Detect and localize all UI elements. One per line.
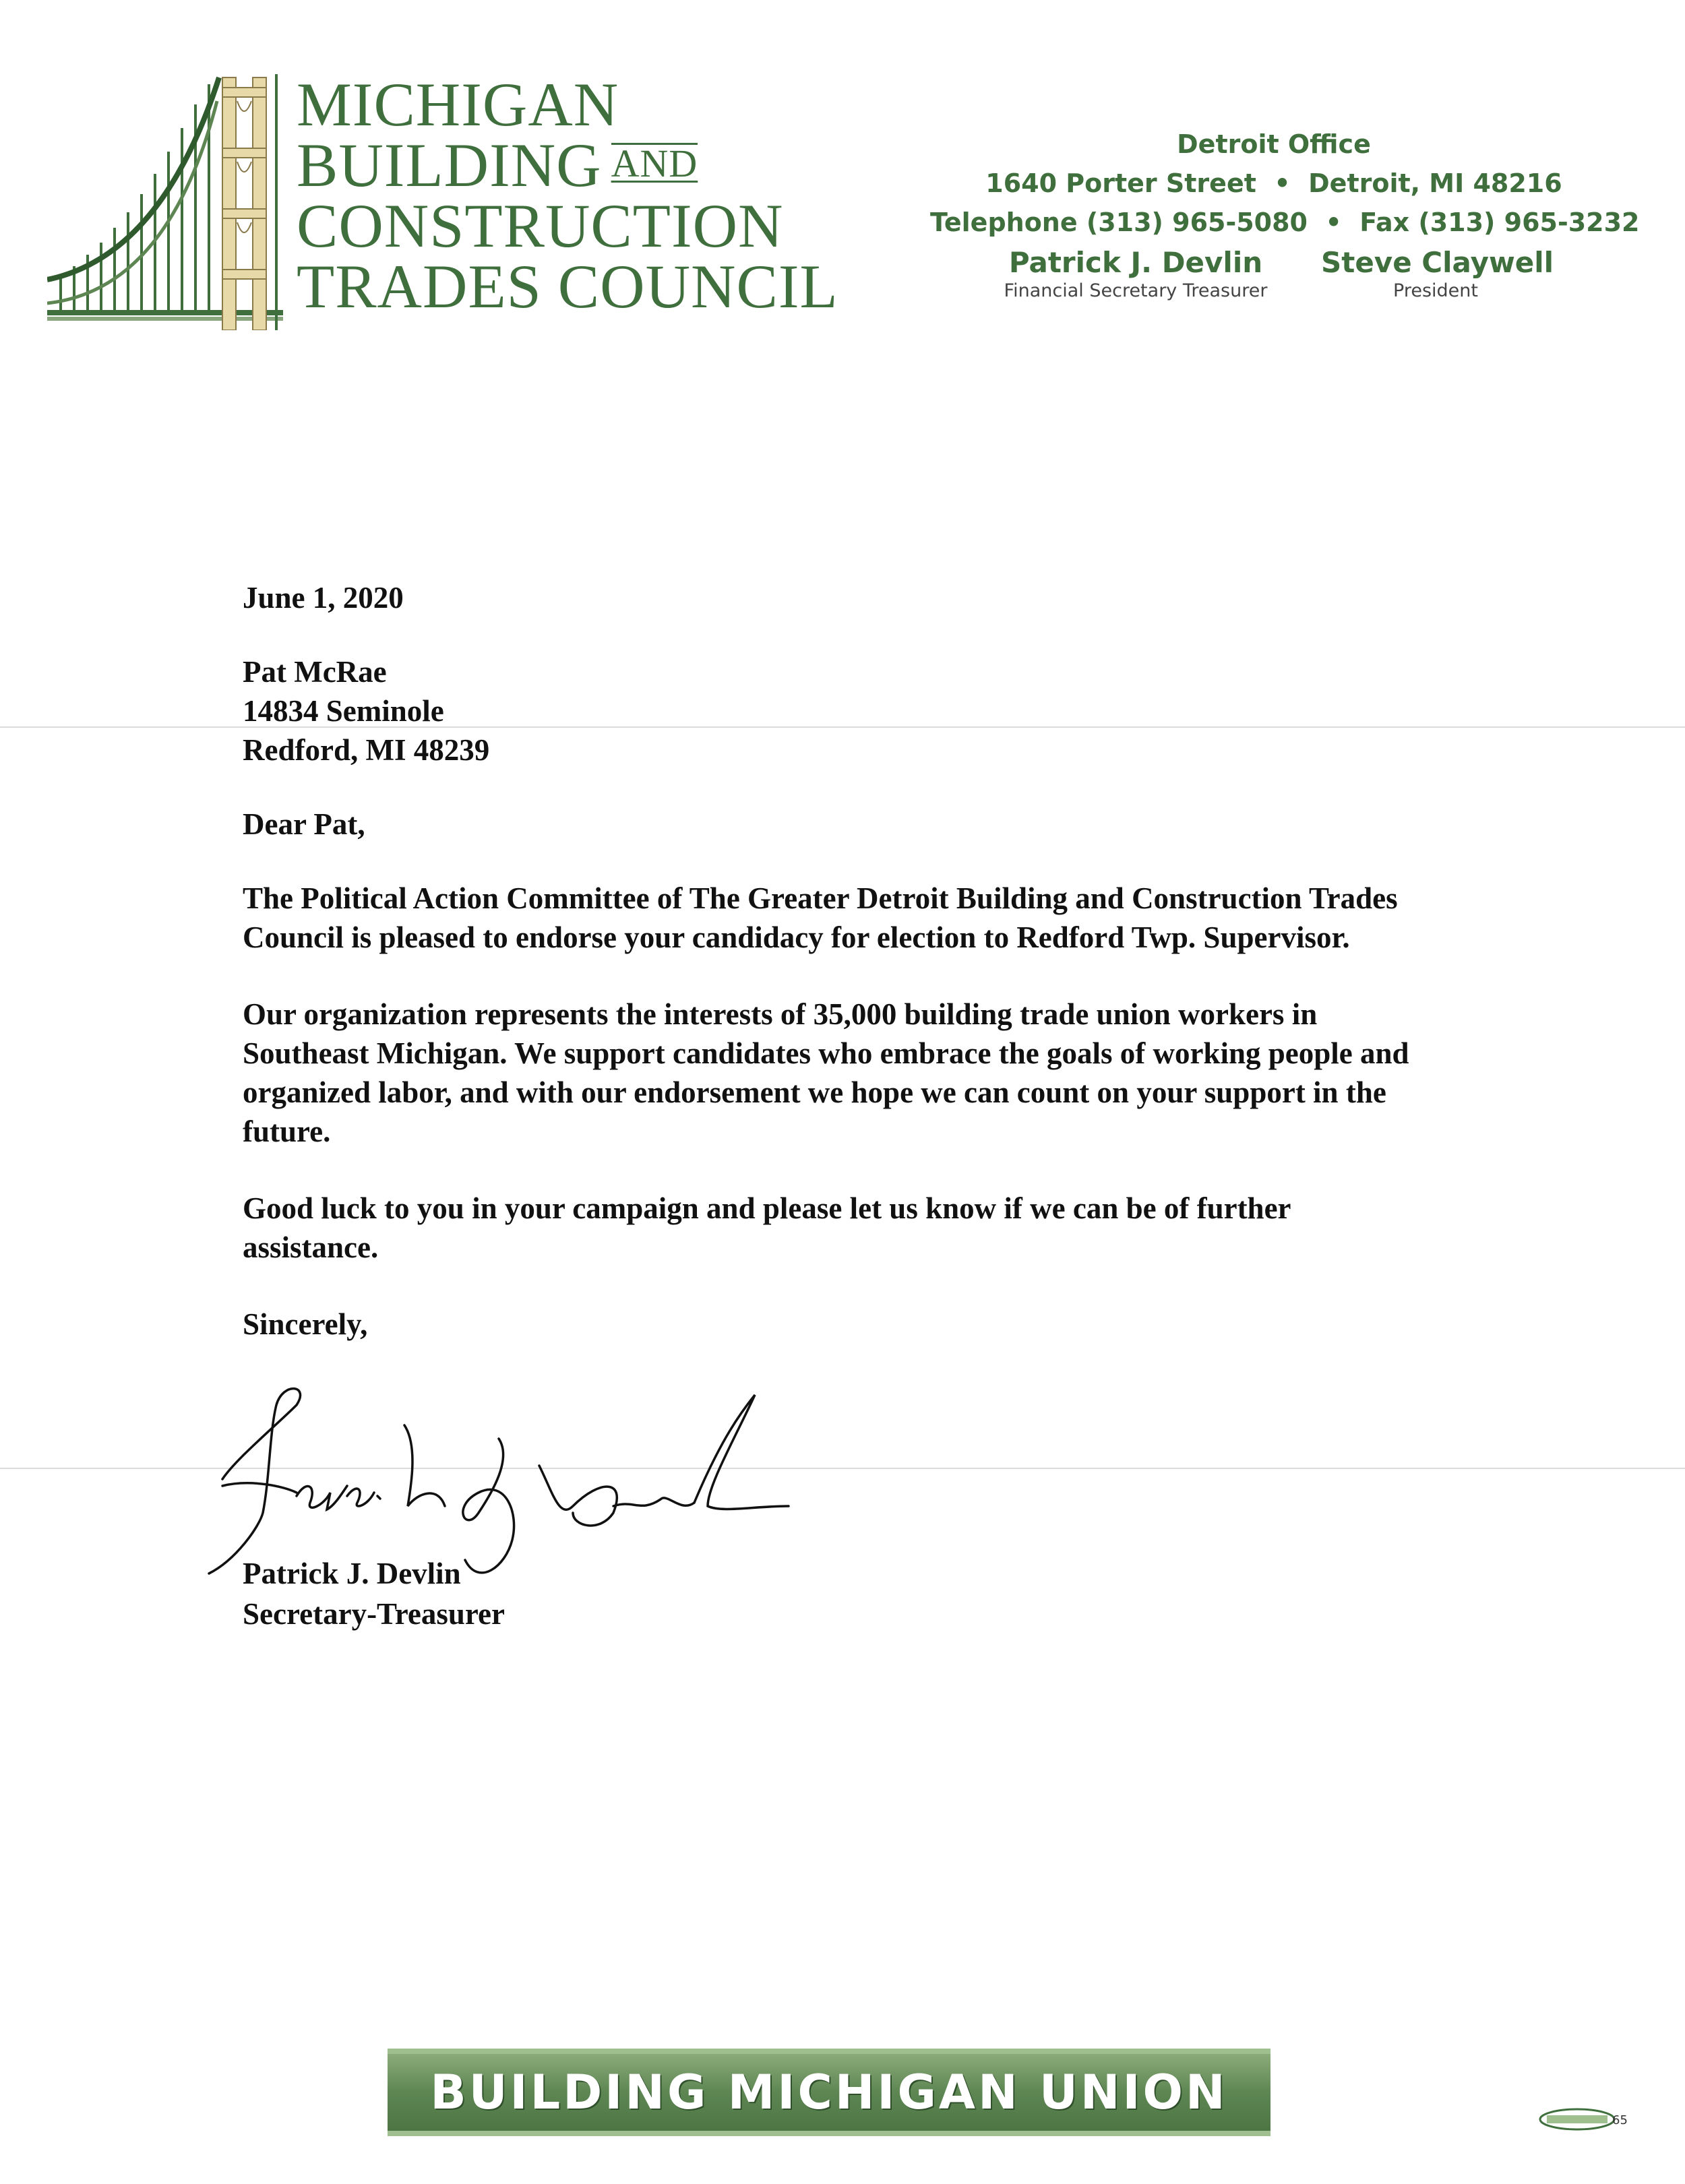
org-name-building: BUILDING — [297, 131, 602, 199]
office-phone-fax — [930, 203, 1640, 242]
officer-title: President — [1393, 280, 1478, 301]
letter-body — [243, 578, 1456, 1344]
paragraph-3: Good luck to you in your campaign and please let us know if we can be of further assistance. — [243, 1191, 1291, 1264]
recipient-city: Redford, MI 48239 — [243, 733, 490, 767]
paragraph-2: Our organization represents the interests of 35,000 building trade union workers in Southeast Michigan. We support candidates who embrace the goals of working people and organized labor, and with our endorsement we hope we can count on your support in the future. — [243, 997, 1409, 1148]
footer-banner — [388, 2049, 1270, 2136]
org-name — [297, 70, 838, 321]
org-name-line-4: TRADES COUNCIL — [297, 252, 838, 321]
bridge-logo-icon — [47, 74, 283, 330]
closing: Sincerely, — [243, 1307, 368, 1341]
union-label-number: 65 — [1612, 2113, 1628, 2127]
recipient-name: Pat McRae — [243, 655, 387, 689]
officer-title: Financial Secretary Treasurer — [1004, 280, 1268, 301]
office-city: Detroit, MI 48216 — [1308, 168, 1562, 198]
recipient-address — [243, 652, 1456, 770]
officer-president — [1321, 246, 1554, 301]
signer-name: Patrick J. Devlin — [243, 1557, 461, 1590]
office-title: Detroit Office — [1177, 129, 1371, 159]
officer-treasurer — [937, 246, 1335, 301]
footer-banner-text: BUILDING MICHIGAN UNION — [430, 2065, 1228, 2120]
org-name-line-1: MICHIGAN — [297, 70, 619, 139]
org-name-line-2 — [297, 131, 838, 199]
officer-name: Steve Claywell — [1321, 246, 1554, 279]
office-address — [930, 164, 1618, 203]
org-name-line-3: CONSTRUCTION — [297, 191, 784, 260]
signer-block — [243, 1553, 505, 1634]
signer-title: Secretary-Treasurer — [243, 1597, 506, 1631]
officer-name: Patrick J. Devlin — [1008, 246, 1263, 279]
paragraph-1: The Political Action Committee of The Greater Detroit Building and Construction Trades Council is pleased to endorse your candidacy for election to Redford Twp. Supervisor. — [243, 881, 1398, 954]
office-street: 1640 Porter Street — [985, 168, 1256, 198]
greeting: Dear Pat, — [243, 807, 365, 841]
recipient-street: 14834 Seminole — [243, 694, 444, 728]
org-name-and: AND — [611, 142, 698, 185]
bullet-separator: • — [1325, 208, 1342, 237]
letter-date: June 1, 2020 — [243, 581, 404, 615]
office-info — [930, 125, 1640, 242]
bullet-separator: • — [1274, 168, 1291, 198]
office-fax: Fax (313) 965-3232 — [1359, 208, 1640, 237]
office-telephone: Telephone (313) 965-5080 — [930, 208, 1308, 237]
union-label-icon — [1537, 2106, 1638, 2133]
